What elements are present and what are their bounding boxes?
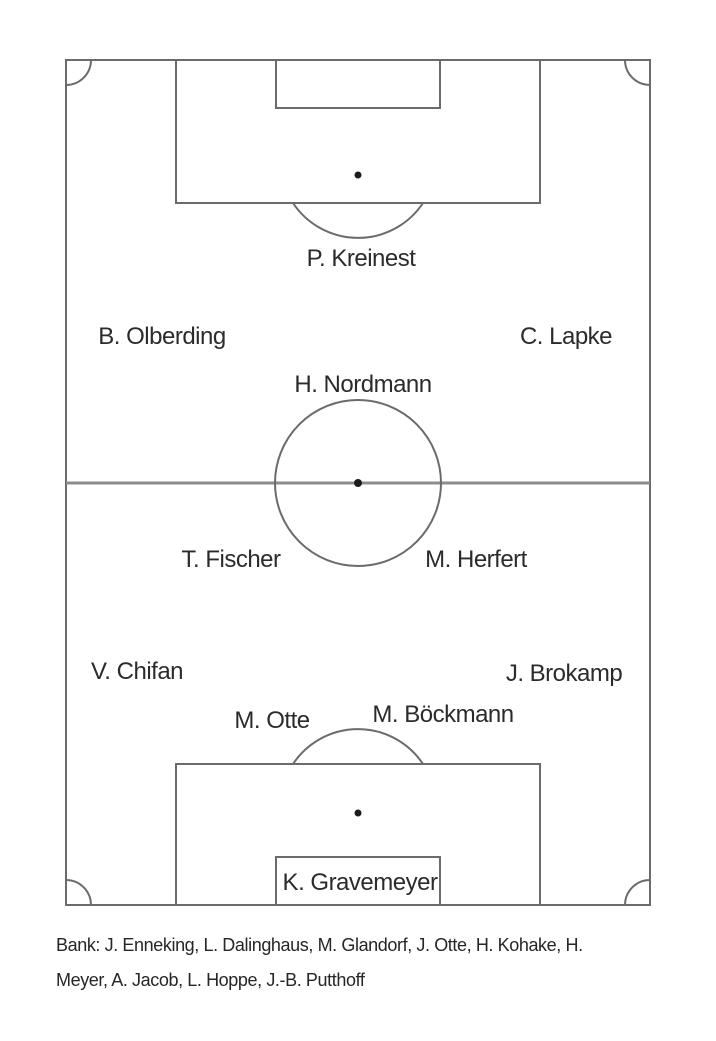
bench-line-2: Meyer, A. Jacob, L. Hoppe, J.-B. Putthoff <box>56 970 365 990</box>
player-label-chifan: V. Chifan <box>90 658 184 685</box>
penalty-arc-top <box>293 203 423 238</box>
player-label-herfert: M. Herfert <box>425 546 527 573</box>
player-label-lapke: C. Lapke <box>519 323 613 350</box>
corner-arc-top-right <box>625 60 650 85</box>
bench-line-1: Bank: J. Enneking, L. Dalinghaus, M. Glandorf, J. Otte, H. Kohake, H. <box>56 935 583 955</box>
player-label-otte: M. Otte <box>234 707 310 734</box>
player-label-nordmann: H. Nordmann <box>294 371 432 398</box>
player-label-kreinest: P. Kreinest <box>306 245 416 272</box>
player-label-brokamp: J. Brokamp <box>505 660 623 687</box>
penalty-arc-bottom <box>293 729 423 764</box>
goal-area-top <box>276 60 440 108</box>
bench-list <box>56 928 656 998</box>
corner-arc-top-left <box>66 60 91 85</box>
player-label-boeckmann: M. Böckmann <box>372 701 514 728</box>
center-spot <box>354 479 362 487</box>
player-label-gravemeyer: K. Gravemeyer <box>282 869 438 896</box>
player-label-fischer: T. Fischer <box>181 546 281 573</box>
corner-arc-bottom-left <box>66 880 91 905</box>
player-label-olberding: B. Olberding <box>98 323 226 350</box>
penalty-spot-top <box>355 172 362 179</box>
corner-arc-bottom-right <box>625 880 650 905</box>
penalty-area-top <box>176 60 540 203</box>
penalty-spot-bottom <box>355 810 362 817</box>
